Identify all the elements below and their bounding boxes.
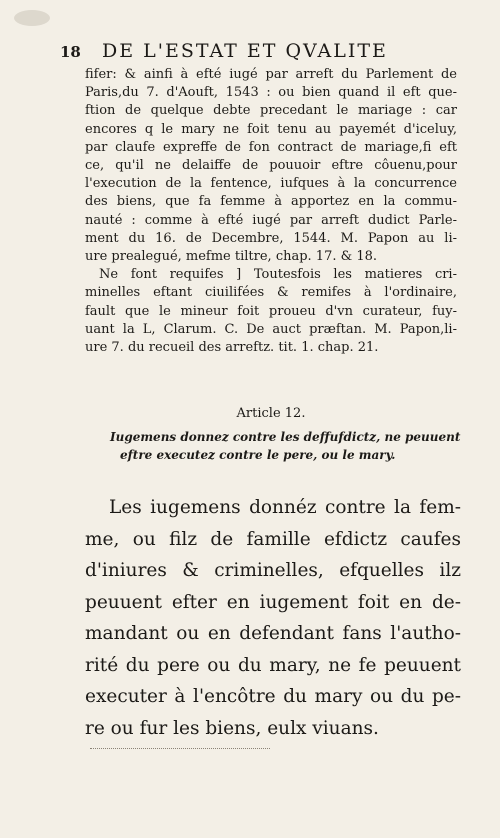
text-line: fault que le mineur foit proueu d'vn curateur, fuy- (85, 303, 457, 319)
article-summary (110, 428, 460, 464)
running-head: DE L'ESTAT ET QVALITE (102, 40, 388, 62)
text-line: encores q le mary ne foit tenu au payemét d'iceluy, (85, 121, 457, 137)
article-line: re ou fur les biens, eulx viuans. (85, 717, 379, 739)
summary-line: eftre executez contre le pere, ou le mary. (120, 448, 396, 462)
article-heading: Article 12. (236, 406, 306, 421)
page-stain (14, 10, 50, 26)
text-line: des biens, que fa femme à apportez en la commu- (85, 194, 457, 210)
article-line: executer à l'encôtre du mary ou du pe- (85, 686, 461, 707)
article-line: d'iniures & criminelles, efquelles ilz (85, 560, 461, 581)
article-text (85, 492, 461, 744)
text-line: Ne font requifes ] Toutesfois les matieres cri- (99, 267, 457, 283)
article-line: mandant ou en defendant fans l'autho- (85, 623, 461, 644)
bottom-ornament-rule (90, 748, 270, 749)
text-line: nauté : comme à efté iugé par arreft dudict Parle- (85, 212, 457, 228)
text-line: ftion de quelque debte precedant le mariage : car (85, 103, 457, 119)
text-line: l'execution de la fentence, iufques à la concurrence (85, 176, 457, 192)
text-line: ce, qu'il ne delaiffe de pouuoir eftre côuenu,pour (85, 158, 457, 174)
text-line: ment du 16. de Decembre, 1544. M. Papon au li- (85, 230, 457, 246)
article-line: Les iugemens donnéz contre la fem- (109, 497, 461, 518)
page-header (60, 40, 460, 66)
article-line: peuuent efter en iugement foit en de- (85, 591, 461, 613)
text-line: par claufe expreffe de fon contract de mariage,fi eft (85, 139, 457, 155)
article-line: me, ou filz de famille efdictz caufes (85, 528, 461, 550)
text-line: ure 7. du recueil des arreftz. tit. 1. chap. 21. (85, 340, 379, 356)
text-line: minelles eftant ciuilifées & remifes à l'ordinaire, (85, 285, 457, 301)
text-line: ure prealegué, mefme tiltre, chap. 17. & 18. (85, 249, 377, 265)
text-line: Paris,du 7. d'Aouft, 1543 : ou bien quand il eft que- (85, 85, 457, 101)
commentary-text (85, 66, 457, 357)
text-line: uant la L, Clarum. C. De auct præftan. M. Papon,li- (85, 321, 457, 337)
summary-line: Iugemens donnez contre les deffufdictz, ne peuuent (110, 430, 461, 444)
text-line: fifer: & ainfi à efté iugé par arreft du Parlement de (85, 67, 457, 82)
article-line: rité du pere ou du mary, ne fe peuuent (85, 654, 461, 676)
folio-number: 18 (60, 43, 81, 61)
